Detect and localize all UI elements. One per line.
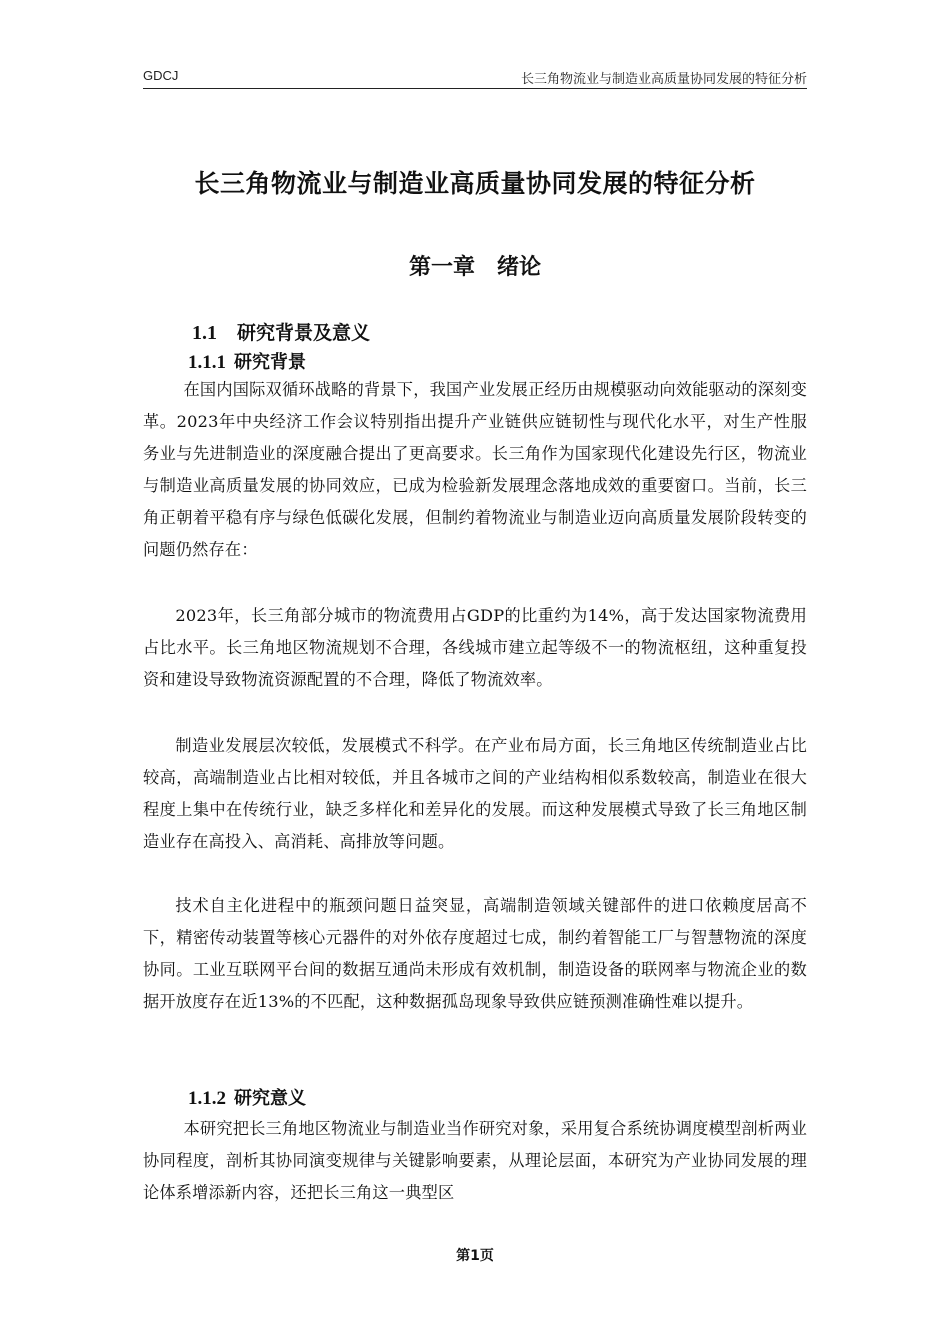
subsection-number: 1.1.2 (188, 1088, 226, 1109)
subsection-heading-background (188, 348, 306, 374)
subsection-heading-significance (188, 1084, 306, 1110)
document-title: 长三角物流业与制造业高质量协同发展的特征分析 (194, 169, 756, 198)
page-number: 第1页 (456, 1248, 494, 1264)
paragraph: 在国内国际双循环战略的背景下，我国产业发展正经历由规模驱动向效能驱动的深刻变革。2023年中央经济工作会议特别指出提升产业链供应链韧性与现代化水平，对生产性服务业与先进制造业的深度融合提出了更高要求。长三角作为国家现代化建设先行区，物流业与制造业高质量发展的协同效应，已成为检验新发展理念落地成效的重要窗口。当前，长三角正朝着平稳有序与绿色低碳化发展，但制约着物流业与制造业迈向高质量发展阶段转变的问题仍然存在： (143, 380, 807, 559)
paragraph: 2023年，长三角部分城市的物流费用占GDP的比重约为14%，高于发达国家物流费用占比水平。长三角地区物流规划不合理，各线城市建立起等级不一的物流枢纽，这种重复投资和建设导致物流资源配置的不合理，降低了物流效率。 (143, 606, 807, 689)
section-heading (192, 318, 370, 345)
header-code: GDCJ (143, 68, 179, 83)
paragraph: 本研究把长三角地区物流业与制造业当作研究对象，采用复合系统协调度模型剖析两业协同程度，剖析其协同演变规律与关键影响要素，从理论层面，本研究为产业协同发展的理论体系增添新内容，还把长三角这一典型区 (143, 1119, 807, 1202)
page-header (143, 66, 807, 89)
chapter-heading: 第一章 绪论 (408, 255, 541, 280)
paragraph: 技术自主化进程中的瓶颈问题日益突显，高端制造领域关键部件的进口依赖度居高不下，精密传动装置等核心元器件的对外依存度超过七成，制约着智能工厂与智慧物流的深度协同。工业互联网平台间的数据互通尚未形成有效机制，制造设备的联网率与物流企业的数据开放度存在近13%的不匹配，这种数据孤岛现象导致供应链预测准确性难以提升。 (143, 896, 807, 1011)
subsection-title: 研究意义 (234, 1088, 306, 1109)
header-title: 长三角物流业与制造业高质量协同发展的特征分析 (520, 72, 807, 87)
subsection-title: 研究背景 (234, 352, 306, 373)
paragraph: 制造业发展层次较低，发展模式不科学。在产业布局方面，长三角地区传统制造业占比较高，高端制造业占比相对较低，并且各城市之间的产业结构相似系数较高，制造业在很大程度上集中在传统行业，缺乏多样化和差异化的发展。而这种发展模式导致了长三角地区制造业存在高投入、高消耗、高排放等问题。 (143, 736, 807, 851)
subsection-number: 1.1.1 (188, 352, 226, 373)
section-title: 研究背景及意义 (237, 322, 371, 344)
section-number: 1.1 (192, 322, 217, 344)
